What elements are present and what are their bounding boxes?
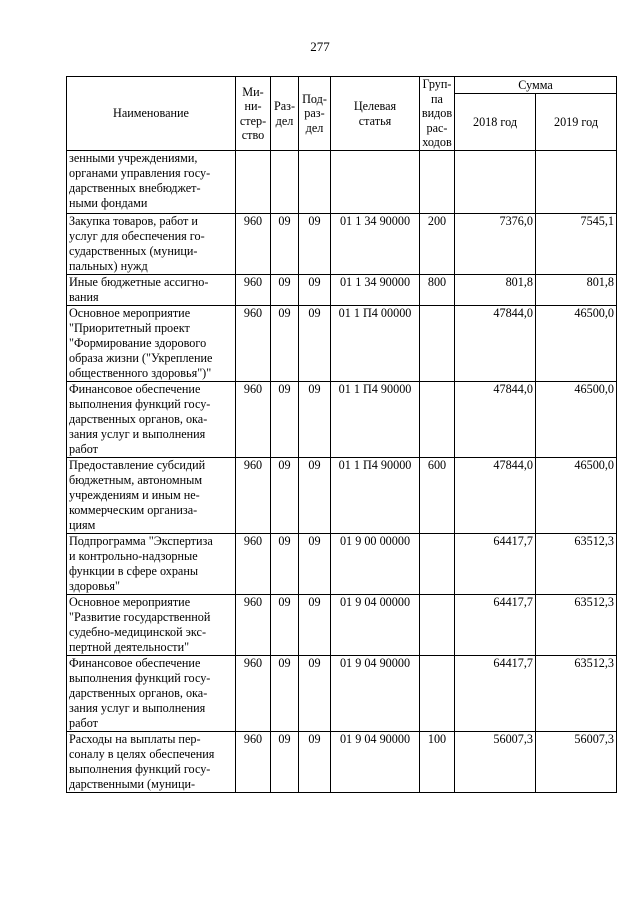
row-subsection xyxy=(299,151,331,214)
row-name: Финансовое обеспечение выполнения функций госу- дарственных органов, ока- зания услуг и выполнения работ xyxy=(67,656,236,732)
header-row xyxy=(67,77,617,94)
header-subsection: Под- раз- дел xyxy=(299,77,331,151)
row-sum-2019: 46500,0 xyxy=(536,458,617,534)
row-section xyxy=(271,151,299,214)
row-subsection: 09 xyxy=(299,214,331,275)
row-ministry: 960 xyxy=(236,595,271,656)
row-expense-group: 200 xyxy=(420,214,455,275)
table-row xyxy=(67,382,617,458)
row-sum-2018: 47844,0 xyxy=(455,382,536,458)
row-subsection: 09 xyxy=(299,306,331,382)
row-sum-2019: 63512,3 xyxy=(536,656,617,732)
row-name: Предоставление субсидий бюджетным, автономным учреждениям и иным не- коммерческим организа- циям xyxy=(67,458,236,534)
row-target-article: 01 9 04 90000 xyxy=(331,732,420,793)
row-sum-2019: 56007,3 xyxy=(536,732,617,793)
header-ministry: Ми- ни- стер- ство xyxy=(236,77,271,151)
row-ministry: 960 xyxy=(236,382,271,458)
header-sum: Сумма xyxy=(455,77,617,94)
row-section: 09 xyxy=(271,306,299,382)
row-expense-group xyxy=(420,534,455,595)
row-section: 09 xyxy=(271,275,299,306)
row-ministry: 960 xyxy=(236,214,271,275)
row-expense-group: 800 xyxy=(420,275,455,306)
row-expense-group xyxy=(420,306,455,382)
row-ministry: 960 xyxy=(236,275,271,306)
table-row xyxy=(67,534,617,595)
row-name: зенными учреждениями, органами управления госу- дарственных внебюджет- ными фондами xyxy=(67,151,236,214)
row-sum-2018: 47844,0 xyxy=(455,458,536,534)
row-sum-2018 xyxy=(455,151,536,214)
header-year-2019: 2019 год xyxy=(536,94,617,151)
row-sum-2019: 46500,0 xyxy=(536,382,617,458)
row-section: 09 xyxy=(271,458,299,534)
row-subsection: 09 xyxy=(299,595,331,656)
header-name: Наименование xyxy=(67,77,236,151)
row-expense-group: 100 xyxy=(420,732,455,793)
row-subsection: 09 xyxy=(299,656,331,732)
row-sum-2019: 63512,3 xyxy=(536,534,617,595)
row-expense-group xyxy=(420,656,455,732)
budget-table xyxy=(66,76,617,793)
row-sum-2018: 47844,0 xyxy=(455,306,536,382)
row-section: 09 xyxy=(271,382,299,458)
row-sum-2019: 46500,0 xyxy=(536,306,617,382)
table-body xyxy=(67,151,617,793)
table-row xyxy=(67,656,617,732)
row-sum-2018: 56007,3 xyxy=(455,732,536,793)
row-section: 09 xyxy=(271,656,299,732)
row-section: 09 xyxy=(271,214,299,275)
header-year-2018: 2018 год xyxy=(455,94,536,151)
table-row xyxy=(67,732,617,793)
table-row xyxy=(67,275,617,306)
table-row xyxy=(67,306,617,382)
row-subsection: 09 xyxy=(299,382,331,458)
row-target-article xyxy=(331,151,420,214)
row-sum-2019: 801,8 xyxy=(536,275,617,306)
row-sum-2018: 64417,7 xyxy=(455,595,536,656)
row-ministry: 960 xyxy=(236,656,271,732)
row-sum-2019: 7545,1 xyxy=(536,214,617,275)
row-section: 09 xyxy=(271,732,299,793)
row-sum-2019 xyxy=(536,151,617,214)
row-expense-group: 600 xyxy=(420,458,455,534)
row-expense-group xyxy=(420,382,455,458)
row-sum-2018: 64417,7 xyxy=(455,534,536,595)
row-ministry: 960 xyxy=(236,732,271,793)
row-name: Основное мероприятие "Развитие государственной судебно-медицинской экс- пертной деятельности" xyxy=(67,595,236,656)
row-subsection: 09 xyxy=(299,275,331,306)
row-name: Закупка товаров, работ и услуг для обеспечения го- сударственных (муници- пальных) нужд xyxy=(67,214,236,275)
row-target-article: 01 9 04 90000 xyxy=(331,656,420,732)
row-name: Финансовое обеспечение выполнения функций госу- дарственных органов, ока- зания услуг и выполнения работ xyxy=(67,382,236,458)
row-sum-2018: 801,8 xyxy=(455,275,536,306)
row-name: Иные бюджетные ассигно- вания xyxy=(67,275,236,306)
row-target-article: 01 1 34 90000 xyxy=(331,275,420,306)
row-name: Расходы на выплаты пер- соналу в целях обеспечения выполнения функций госу- дарственными (муници- xyxy=(67,732,236,793)
row-target-article: 01 9 00 00000 xyxy=(331,534,420,595)
row-sum-2018: 64417,7 xyxy=(455,656,536,732)
row-ministry: 960 xyxy=(236,306,271,382)
table-row xyxy=(67,458,617,534)
row-target-article: 01 1 П4 90000 xyxy=(331,382,420,458)
row-subsection: 09 xyxy=(299,534,331,595)
row-subsection: 09 xyxy=(299,458,331,534)
row-target-article: 01 1 34 90000 xyxy=(331,214,420,275)
header-section: Раз- дел xyxy=(271,77,299,151)
row-target-article: 01 9 04 00000 xyxy=(331,595,420,656)
row-section: 09 xyxy=(271,534,299,595)
row-section: 09 xyxy=(271,595,299,656)
table-row xyxy=(67,151,617,214)
table-row xyxy=(67,595,617,656)
row-expense-group xyxy=(420,595,455,656)
row-ministry xyxy=(236,151,271,214)
row-target-article: 01 1 П4 90000 xyxy=(331,458,420,534)
row-name: Основное мероприятие "Приоритетный проект "Формирование здорового образа жизни ("Укрепление общественного здоровья")" xyxy=(67,306,236,382)
header-target-article: Целевая статья xyxy=(331,77,420,151)
row-sum-2018: 7376,0 xyxy=(455,214,536,275)
row-sum-2019: 63512,3 xyxy=(536,595,617,656)
table-row xyxy=(67,214,617,275)
row-expense-group xyxy=(420,151,455,214)
row-name: Подпрограмма "Экспертиза и контрольно-надзорные функции в сфере охраны здоровья" xyxy=(67,534,236,595)
header-expense-group: Груп- па видов рас- ходов xyxy=(420,77,455,151)
row-target-article: 01 1 П4 00000 xyxy=(331,306,420,382)
row-ministry: 960 xyxy=(236,458,271,534)
row-subsection: 09 xyxy=(299,732,331,793)
page-number: 277 xyxy=(310,39,330,54)
row-ministry: 960 xyxy=(236,534,271,595)
